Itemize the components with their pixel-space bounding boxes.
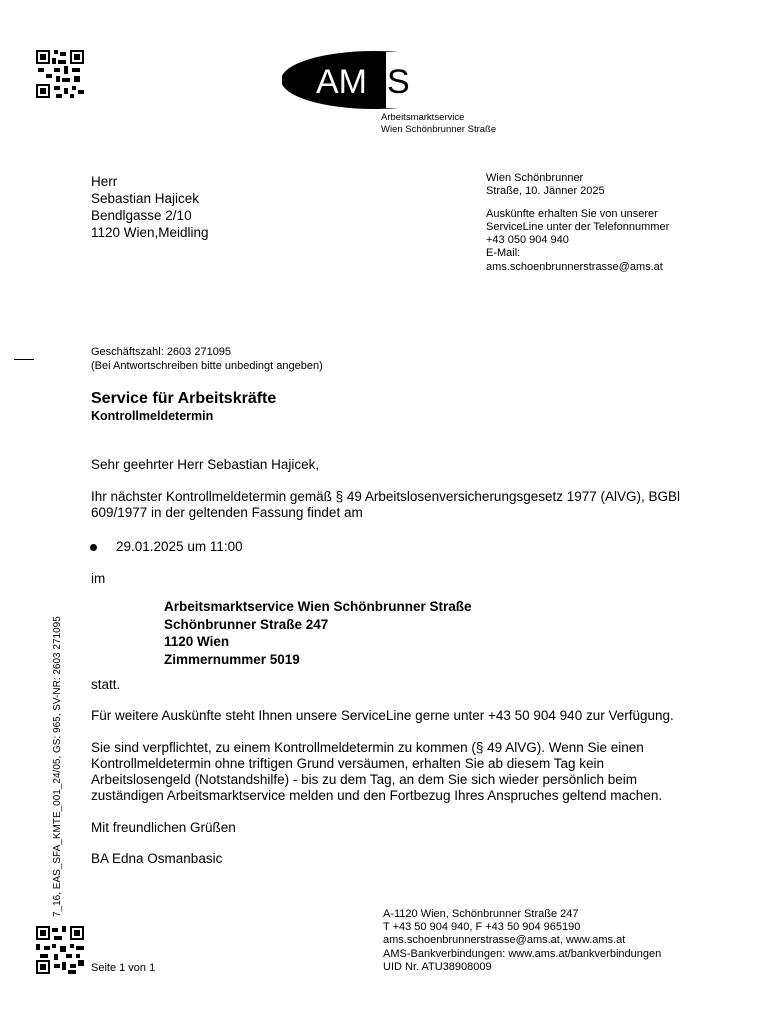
footer-line: ams.schoenbrunnerstrasse@ams.at, www.ams.at — [383, 934, 626, 947]
recipient-line: Sebastian Hajicek — [91, 191, 200, 206]
footer-line: UID Nr. ATU38908009 — [383, 960, 492, 973]
contact-line: E-Mail: — [486, 247, 521, 260]
location-line: Arbeitsmarktservice Wien Schönbrunner Straße — [164, 599, 472, 614]
info-block — [486, 172, 736, 274]
recipient-line: Herr — [91, 174, 118, 189]
location-line: 1120 Wien — [164, 634, 230, 649]
location-line: Schönbrunner Straße 247 — [164, 616, 329, 632]
fold-mark — [14, 359, 34, 360]
recipient-line: 1120 Wien,Meidling — [91, 225, 209, 240]
closing: Mit freundlichen Grüßen — [91, 820, 236, 835]
salutation: Sehr geehrter Herr Sebastian Hajicek, — [91, 457, 320, 472]
location-block — [164, 598, 471, 668]
footer-block — [383, 908, 661, 974]
place-date-line: Wien Schönbrunner — [486, 172, 584, 184]
contact-line: ServiceLine unter der Telefonnummer — [486, 220, 670, 233]
intro-line: 609/1977 in der geltenden Fassung findet am — [91, 505, 363, 520]
side-document-code: 7_16, EAS_SFA_KMTE_001_24/05, GS: 965, SV-NR: 2603 271095 — [52, 616, 63, 917]
reference-note: (Bei Antwortschreiben bitte unbedingt angeben) — [91, 360, 323, 372]
logo-subline-2: Wien Schönbrunner Straße — [381, 124, 497, 135]
recipient-line: Bendlgasse 2/10 — [91, 208, 192, 223]
statt-text: statt. — [91, 677, 121, 692]
contact-line: Auskünfte erhalten Sie von unserer — [486, 207, 658, 220]
logo-subline-1: Arbeitsmarktservice — [381, 112, 465, 123]
obligation-line: Sie sind verpflichtet, zu einem Kontrollmeldetermin zu kommen (§ 49 AlVG). Wenn Sie einen — [91, 740, 644, 755]
obligation-line: Arbeitslosengeld (Notstandshilfe) - bis zu dem Tag, an dem Sie sich wieder persönlich beim — [91, 772, 638, 787]
reference-block — [91, 345, 323, 373]
qr-code-top — [36, 50, 84, 98]
contact-email: ams.schoenbrunnerstrasse@ams.at — [486, 260, 663, 273]
footer-line: AMS-Bankverbindungen: www.ams.at/bankverbindungen — [383, 947, 662, 960]
reference-number: Geschäftszahl: 2603 271095 — [91, 346, 232, 358]
footer-line: A-1120 Wien, Schönbrunner Straße 247 — [383, 908, 579, 920]
contact-phone: +43 050 904 940 — [486, 234, 569, 247]
place-date-line: Straße, 10. Jänner 2025 — [486, 185, 605, 198]
service-line-paragraph: Für weitere Auskünfte steht Ihnen unsere ServiceLine gerne unter +43 50 904 940 zur Verfügung. — [91, 708, 674, 723]
svg-text:S: S — [387, 63, 410, 101]
obligation-paragraph — [91, 740, 711, 804]
signature: BA Edna Osmanbasic — [91, 851, 223, 866]
appointment-date: 29.01.2025 um 11:00 — [116, 539, 243, 554]
ams-logo — [282, 50, 480, 118]
obligation-line: zuständigen Arbeitsmarktservice melden und den Fortbezug Ihres Anspruches geltend machen. — [91, 788, 663, 803]
footer-line: T +43 50 904 940, F +43 50 904 965190 — [383, 921, 581, 934]
qr-code-bottom — [36, 926, 84, 974]
intro-line: Ihr nächster Kontrollmeldetermin gemäß § 49 Arbeitslosenversicherungsgesetz 1977 (AlVG), BGBl — [91, 489, 681, 504]
location-line: Zimmernummer 5019 — [164, 651, 300, 667]
obligation-line: Kontrollmeldetermin ohne triftigen Grund versäumen, erhalten Sie ab diesem Tag kein — [91, 756, 605, 771]
intro-paragraph — [91, 489, 711, 521]
page-number: Seite 1 von 1 — [91, 962, 156, 974]
logo-subline — [381, 112, 496, 136]
letter-subtitle: Kontrollmeldetermin — [91, 409, 214, 423]
im-text: im — [91, 571, 106, 586]
svg-text:AM: AM — [316, 63, 367, 101]
recipient-address — [91, 173, 209, 241]
letter-title: Service für Arbeitskräfte — [91, 390, 277, 407]
bullet-icon — [90, 544, 97, 551]
